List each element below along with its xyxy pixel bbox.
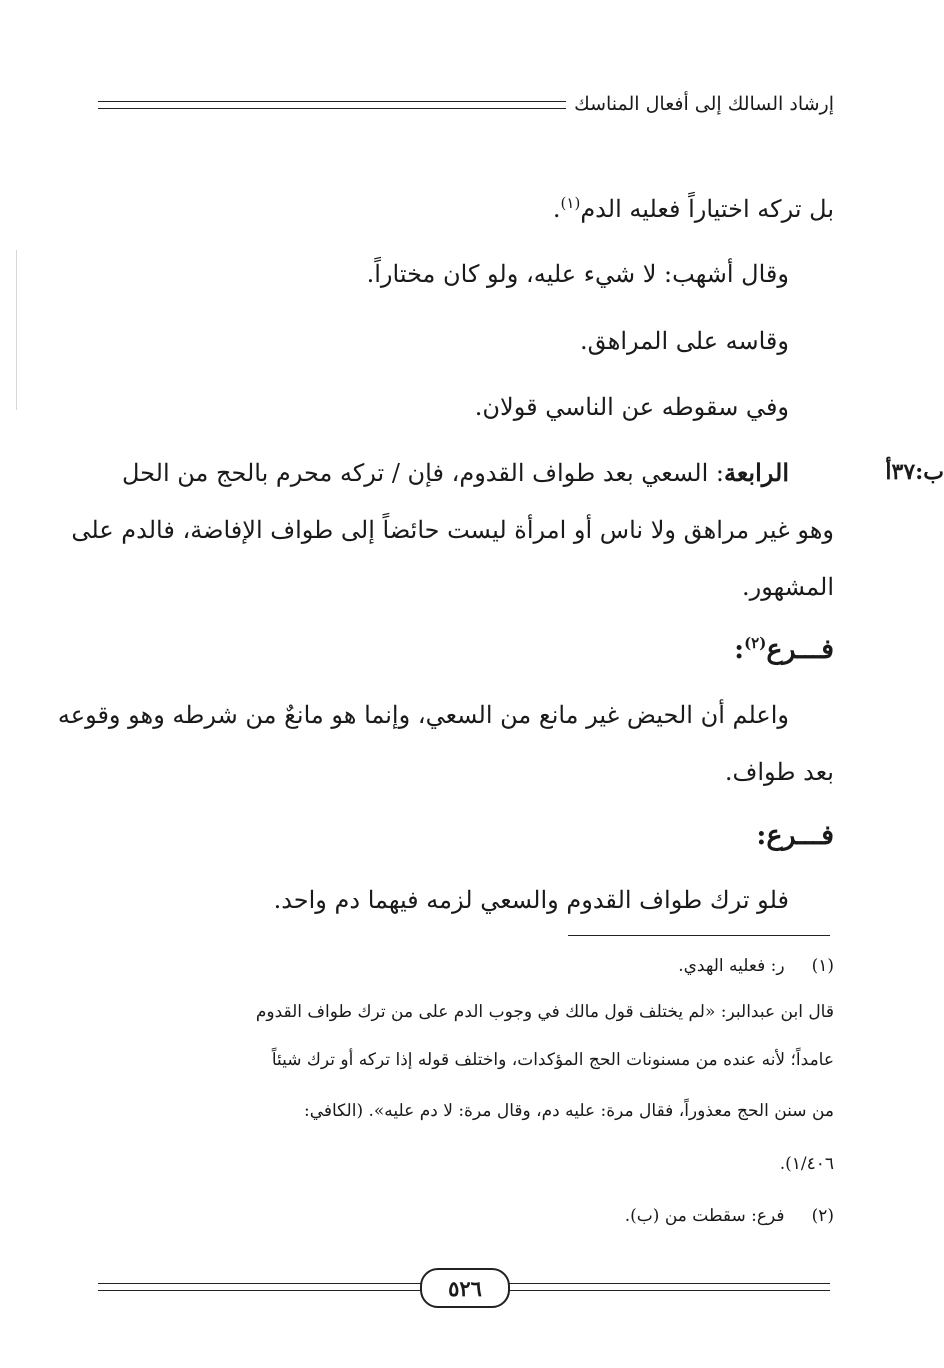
footer-rule-right [504,1283,830,1291]
footnote-1-text: ر: فعليه الهدي. [678,956,785,976]
section-heading-far-1 [734,636,834,663]
body-line-3: وقاسه على المراهق. [580,327,789,355]
section-label-rabia: الرابعة [723,458,789,487]
body-line-9: بعد طواف. [724,758,834,786]
body-line-10: فلو ترك طواف القدوم والسعي لزمه فيهما دم واحد. [273,886,789,914]
body-line-1 [553,196,834,221]
footnote-2-text: فرع: سقطت من (ب). [624,1206,785,1226]
header-rule [98,101,566,109]
heading-far-1-text: فـــرع [766,634,834,665]
footnote-2-number: (٢) [811,1206,834,1226]
footnote-1-line-4: من سنن الحج معذوراً، فقال مرة: عليه دم، وقال مرة: لا دم عليه». (الكافي: [303,1101,834,1121]
body-line-1-tail: . [552,195,561,223]
body-line-8: واعلم أن الحيض غير مانع من السعي، وإنما هو مانعٌ من شرطه وهو وقوعه [57,701,789,729]
page-number: ٥٢٦ [420,1268,510,1308]
running-header-title: إرشاد السالك إلى أفعال المناسك [574,93,834,115]
scan-edge-mark [16,250,17,410]
body-line-1-text: بل تركه اختياراً فعليه الدم [580,195,834,223]
footnote-ref-1: (١) [560,194,581,212]
body-line-5 [121,458,789,487]
section-heading-far-2: فـــرع: [756,820,834,851]
heading-far-1-colon: : [734,634,745,665]
body-line-5-text: : السعي بعد طواف القدوم، فإن / تركه محرم بالحج من الحل [121,459,724,487]
footer-rule-left [98,1283,422,1291]
body-line-7: المشهور. [742,573,834,601]
body-line-2: وقال أشهب: لا شيء عليه، ولو كان مختاراً. [366,260,789,288]
manuscript-folio-marker: ب:٣٧أ [885,459,944,485]
footnote-1 [678,958,834,975]
footnote-1-line-3: عامداً؛ لأنه عنده من مسنونات الحج المؤكدات، واختلف قوله إذا تركه أو ترك شيئاً [271,1050,834,1070]
footnote-1-line-5: ١/٤٠٦). [779,1154,834,1174]
body-line-4: وفي سقوطه عن الناسي قولان. [474,393,789,421]
footnote-ref-2: (٢) [744,634,767,652]
body-line-6: وهو غير مراهق ولا ناس أو امرأة ليست حائضاً إلى طواف الإفاضة، فالدم على [71,516,834,544]
footnote-1-line-2: قال ابن عبدالبر: «لم يختلف قول مالك في وجوب الدم على من ترك طواف القدوم [255,1002,834,1022]
footnote-2 [625,1208,834,1225]
footnote-1-number: (١) [811,956,834,976]
footnote-separator [568,935,830,936]
